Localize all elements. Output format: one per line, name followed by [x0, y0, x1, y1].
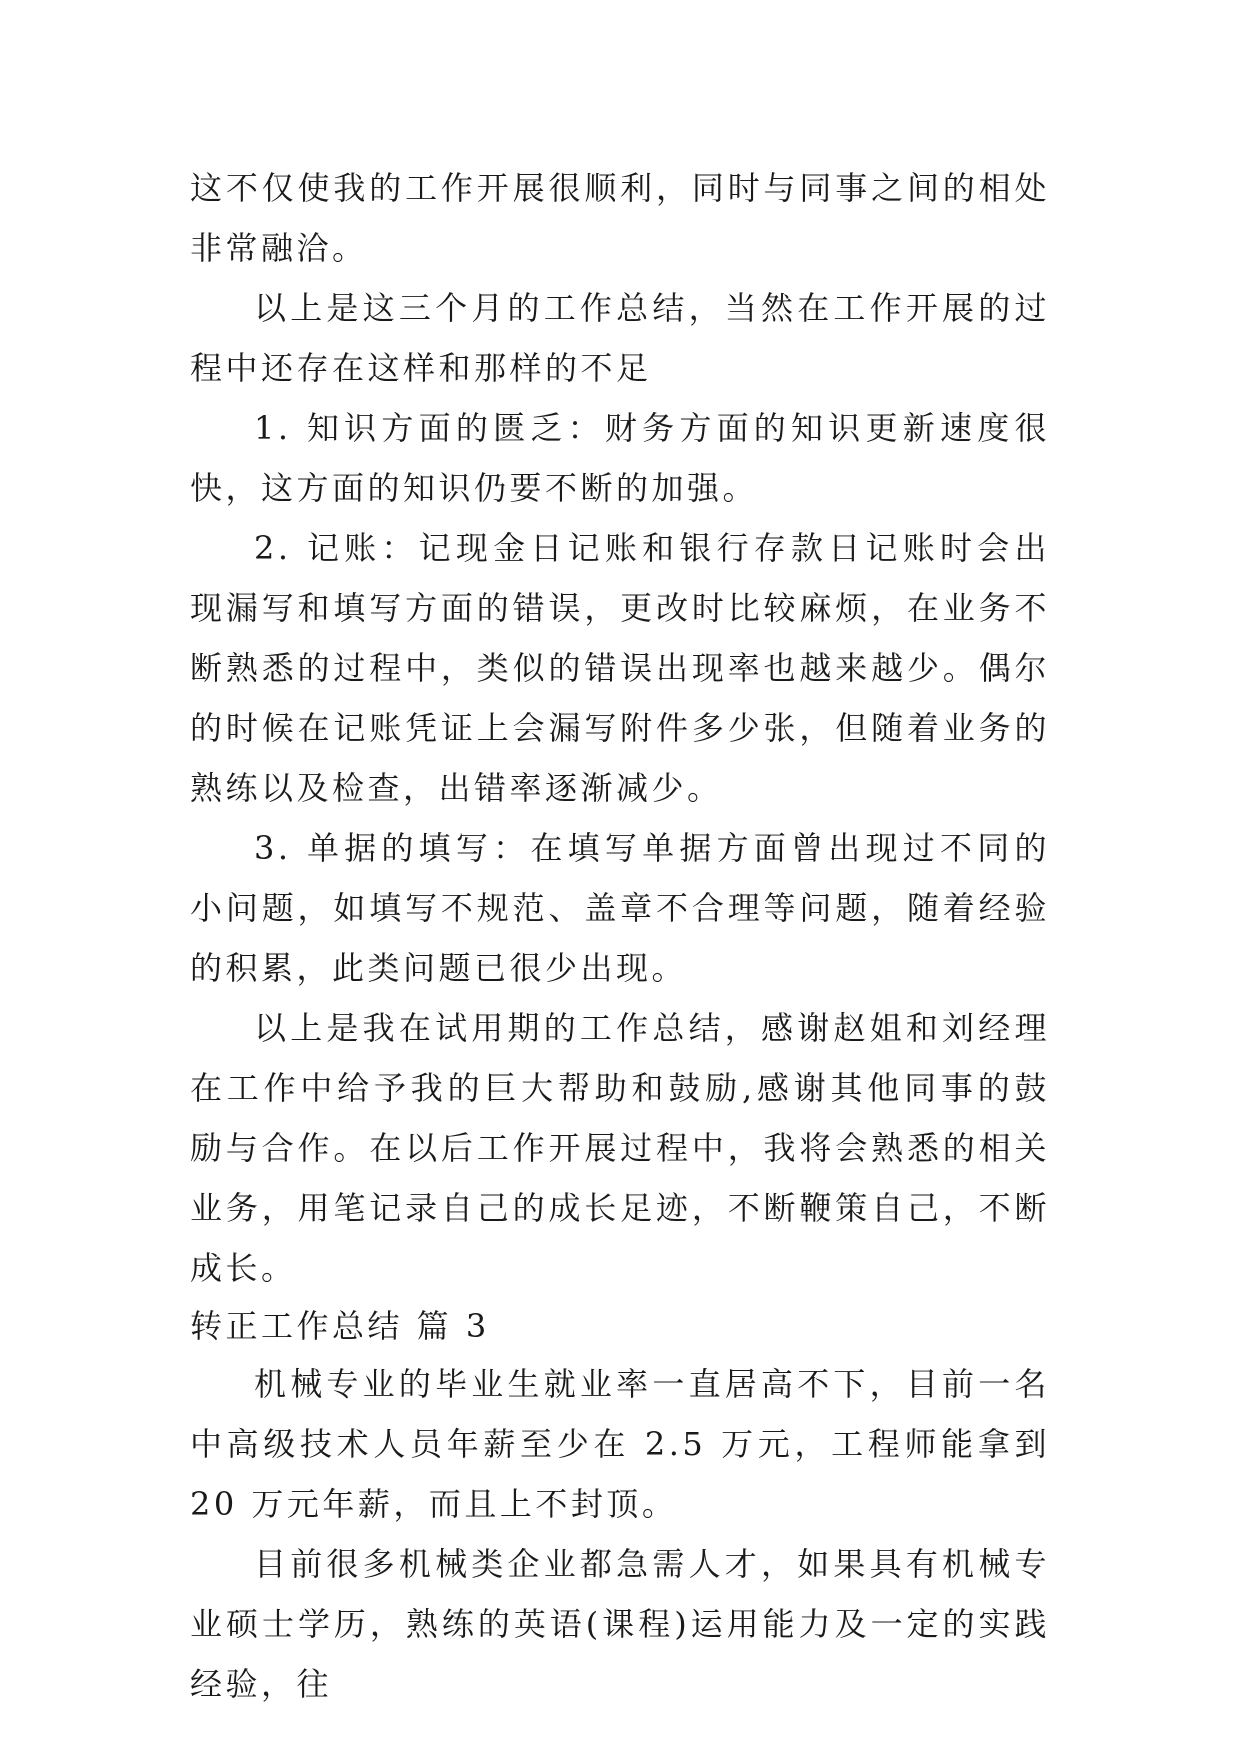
paragraph-point-3: 3. 单据的填写：在填写单据方面曾出现过不同的小问题，如填写不规范、盖章不合理等问题，随着经验的积累，此类问题已很少出现。 [190, 829, 1050, 987]
paragraph-closing: 以上是我在试用期的工作总结，感谢赵姐和刘经理在工作中给予我的巨大帮助和鼓励,感谢其他同事的鼓励与合作。在以后工作开展过程中，我将会熟悉的相关业务，用笔记录自己的成长足迹，不断鞭策自己，不断成长。 [190, 1009, 1050, 1287]
document-body [190, 158, 1050, 1714]
paragraph-point-2: 2. 记账：记现金日记账和银行存款日记账时会出现漏写和填写方面的错误，更改时比较麻烦，在业务不断熟悉的过程中，类似的错误出现率也越来越少。偶尔的时候在记账凭证上会漏写附件多少张，但随着业务的熟练以及检查，出错率逐渐减少。 [190, 529, 1050, 807]
paragraph-mechanical-employment: 机械专业的毕业生就业率一直居高不下，目前一名中高级技术人员年薪至少在 2.5 万元，工程师能拿到 20 万元年薪，而且上不封顶。 [190, 1365, 1050, 1523]
paragraph-continuation: 这不仅使我的工作开展很顺利，同时与同事之间的相处非常融洽。 [190, 169, 1050, 267]
section-heading: 转正工作总结 篇 3 [190, 1307, 490, 1345]
paragraph-point-1: 1. 知识方面的匮乏：财务方面的知识更新速度很快，这方面的知识仍要不断的加强。 [190, 409, 1050, 507]
paragraph-summary-intro: 以上是这三个月的工作总结，当然在工作开展的过程中还存在这样和那样的不足 [190, 289, 1050, 387]
paragraph-mechanical-demand: 目前很多机械类企业都急需人才，如果具有机械专业硕士学历，熟练的英语(课程)运用能力及一定的实践经验，往 [190, 1545, 1050, 1703]
